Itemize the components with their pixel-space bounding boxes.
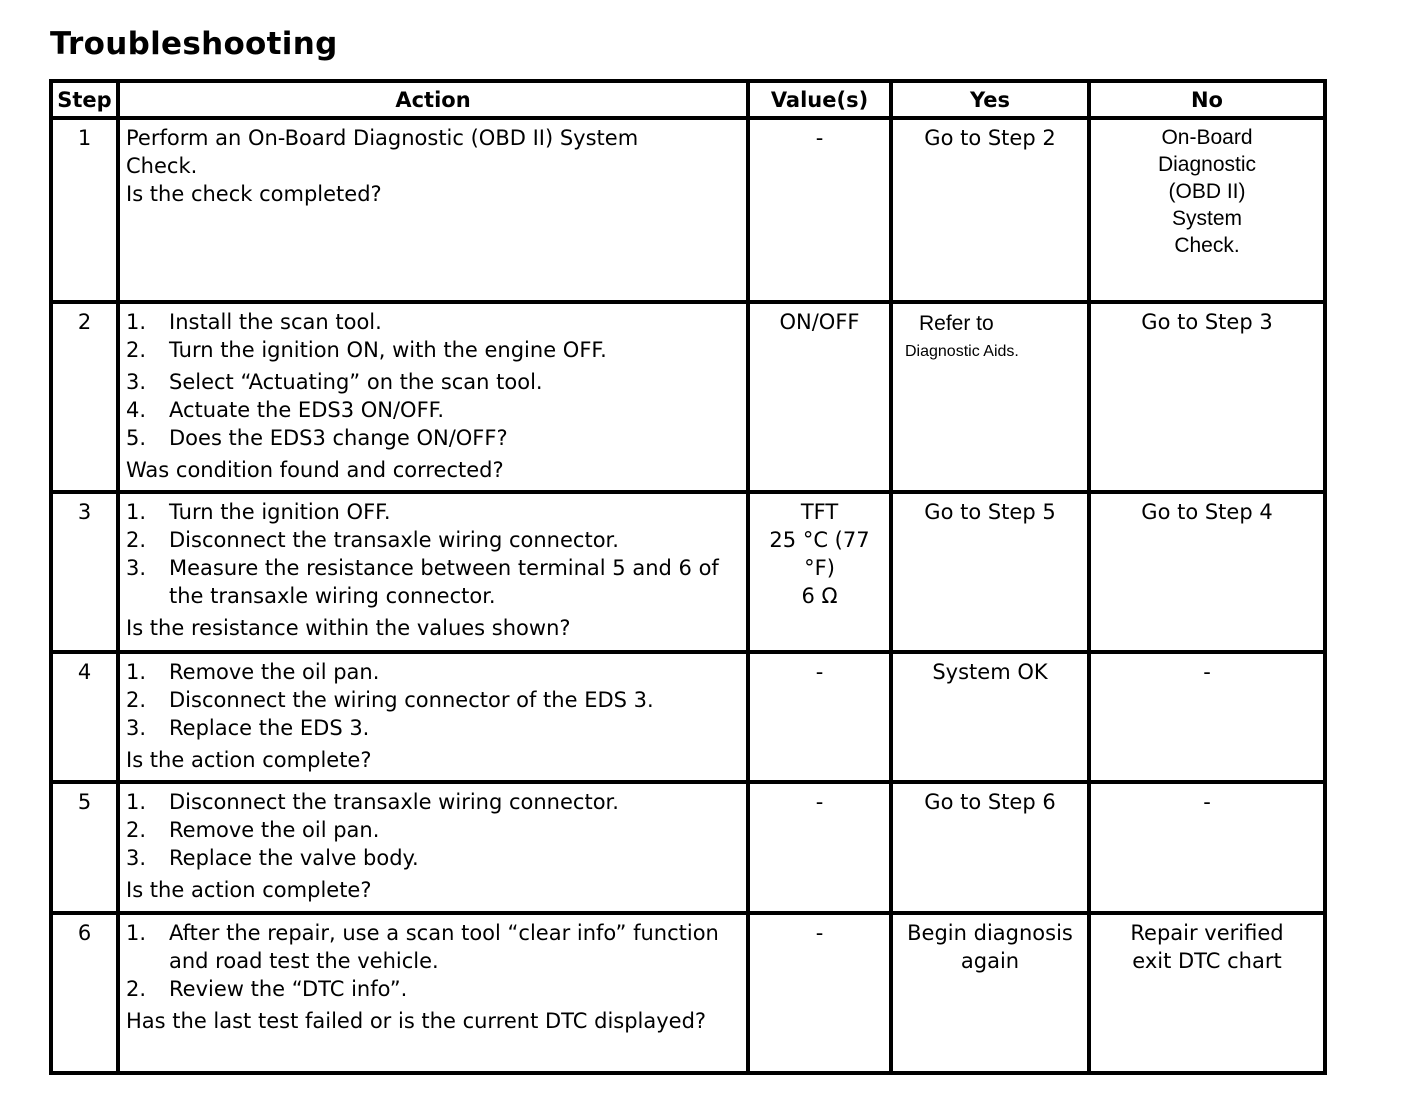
no-cell-text (1158, 124, 1256, 259)
list-text: Measure the resistance between terminal 5 and 6 of the transaxle wiring connector. (169, 556, 719, 608)
value-line: - (815, 660, 824, 684)
value-line: - (815, 126, 824, 150)
table-row-step-5 (51, 782, 1325, 913)
yes-cell (891, 302, 1089, 492)
list-text: Disconnect the transaxle wiring connector. (169, 528, 619, 552)
action-cell (118, 913, 748, 1073)
action-cell (118, 302, 748, 492)
no-line: System (1171, 207, 1242, 230)
value-line: 6 Ω (801, 584, 838, 608)
action-question: Is the action complete? (126, 748, 372, 772)
list-text: Select “Actuating” on the scan tool. (169, 370, 543, 394)
action-question: Has the last test failed or is the current DTC displayed? (126, 1009, 707, 1033)
list-number: 1. (126, 500, 147, 524)
values-cell (748, 913, 891, 1073)
yes-line-small: Diagnostic Aids. (905, 343, 1019, 360)
no-cell (1089, 913, 1325, 1073)
list-number: 1. (126, 310, 147, 334)
yes-cell: Go to Step 6 (891, 782, 1089, 913)
step-number: 2 (51, 302, 118, 492)
list-number: 1. (126, 790, 147, 814)
list-number: 3. (126, 846, 147, 870)
header-row (51, 81, 1325, 118)
list-number: 3. (126, 716, 147, 740)
no-line: Check. (1174, 234, 1240, 257)
action-cell (118, 782, 748, 913)
no-cell: Go to Step 3 (1089, 302, 1325, 492)
troubleshooting-table (49, 79, 1327, 1075)
list-number: 3. (126, 370, 147, 394)
no-cell: - (1089, 782, 1325, 913)
action-list-item (126, 526, 740, 554)
header-no: No (1089, 81, 1325, 118)
table-row-step-1 (51, 118, 1325, 302)
list-text: Install the scan tool. (169, 310, 382, 334)
action-question: Was condition found and corrected? (126, 458, 504, 482)
action-list-item (126, 368, 740, 396)
list-number: 2. (126, 977, 147, 1001)
yes-cell: System OK (891, 652, 1089, 782)
value-line: - (815, 921, 824, 945)
list-number: 2. (126, 338, 147, 362)
values-cell (748, 492, 891, 652)
table-row-step-3 (51, 492, 1325, 652)
list-text: Does the EDS3 change ON/OFF? (169, 426, 508, 450)
action-list-item (126, 658, 740, 686)
no-cell: Go to Step 4 (1089, 492, 1325, 652)
action-list-item (126, 686, 740, 714)
values-cell (748, 118, 891, 302)
yes-line: again (960, 949, 1020, 973)
list-number: 3. (126, 556, 147, 580)
list-text: After the repair, use a scan tool “clear info” function and road test the vehicle. (169, 921, 719, 973)
values-cell (748, 782, 891, 913)
action-list-item (126, 498, 740, 526)
action-question: Is the action complete? (126, 878, 372, 902)
list-text: Turn the ignition ON, with the engine OFF. (169, 338, 607, 362)
action-intro-line: Check. (126, 154, 198, 178)
list-number: 2. (126, 688, 147, 712)
list-text: Turn the ignition OFF. (169, 500, 391, 524)
action-cell (118, 492, 748, 652)
value-line: 25 °C (77 (769, 528, 870, 552)
list-number: 1. (126, 660, 147, 684)
list-text: Replace the EDS 3. (169, 716, 370, 740)
no-line: Diagnostic (1157, 153, 1257, 176)
list-number: 4. (126, 398, 147, 422)
no-line: (OBD II) (1168, 180, 1246, 203)
value-line: ON/OFF (779, 310, 860, 334)
action-list-item (126, 919, 740, 975)
list-number: 1. (126, 921, 147, 945)
action-list-item (126, 554, 740, 610)
no-cell (1089, 118, 1325, 302)
action-question: Is the check completed? (126, 182, 382, 206)
list-text: Disconnect the transaxle wiring connector. (169, 790, 619, 814)
action-list-item (126, 844, 740, 872)
step-number: 1 (51, 118, 118, 302)
action-question: Is the resistance within the values shown? (126, 616, 571, 640)
action-list-item (126, 975, 740, 1003)
yes-cell: Go to Step 5 (891, 492, 1089, 652)
troubleshooting-table-container (49, 79, 1327, 1075)
action-cell (118, 118, 748, 302)
page-title: Troubleshooting (50, 26, 338, 62)
list-text: Disconnect the wiring connector of the EDS 3. (169, 688, 654, 712)
header-step: Step (51, 81, 118, 118)
yes-cell: Go to Step 2 (891, 118, 1089, 302)
yes-line: Begin diagnosis (907, 921, 1073, 945)
list-text: Actuate the EDS3 ON/OFF. (169, 398, 445, 422)
table-row-step-6 (51, 913, 1325, 1073)
list-text: Remove the oil pan. (169, 660, 380, 684)
action-cell (118, 652, 748, 782)
action-list-item (126, 396, 740, 424)
value-line: - (815, 790, 824, 814)
action-list-item (126, 424, 740, 452)
step-number: 3 (51, 492, 118, 652)
step-number: 4 (51, 652, 118, 782)
step-number: 6 (51, 913, 118, 1073)
table-row-step-2 (51, 302, 1325, 492)
action-list-item (126, 816, 740, 844)
list-text: Review the “DTC info”. (169, 977, 408, 1001)
value-line: °F) (804, 556, 835, 580)
header-action: Action (118, 81, 748, 118)
step-number: 5 (51, 782, 118, 913)
yes-line: Refer to (919, 312, 994, 335)
action-list-item (126, 308, 740, 336)
no-line: On-Board (1161, 126, 1253, 149)
no-line: Repair verified (1130, 921, 1284, 945)
header-yes: Yes (891, 81, 1089, 118)
value-line: TFT (800, 500, 839, 524)
action-list-item (126, 788, 740, 816)
table-row-step-4 (51, 652, 1325, 782)
action-list-item (126, 336, 740, 364)
list-text: Replace the valve body. (169, 846, 419, 870)
list-number: 2. (126, 818, 147, 842)
list-number: 5. (126, 426, 147, 450)
values-cell (748, 302, 891, 492)
no-line: exit DTC chart (1132, 949, 1282, 973)
values-cell (748, 652, 891, 782)
header-values: Value(s) (748, 81, 891, 118)
list-number: 2. (126, 528, 147, 552)
action-list-item (126, 714, 740, 742)
yes-cell (891, 913, 1089, 1073)
action-intro-line: Perform an On-Board Diagnostic (OBD II) System (126, 126, 639, 150)
no-cell: - (1089, 652, 1325, 782)
list-text: Remove the oil pan. (169, 818, 380, 842)
